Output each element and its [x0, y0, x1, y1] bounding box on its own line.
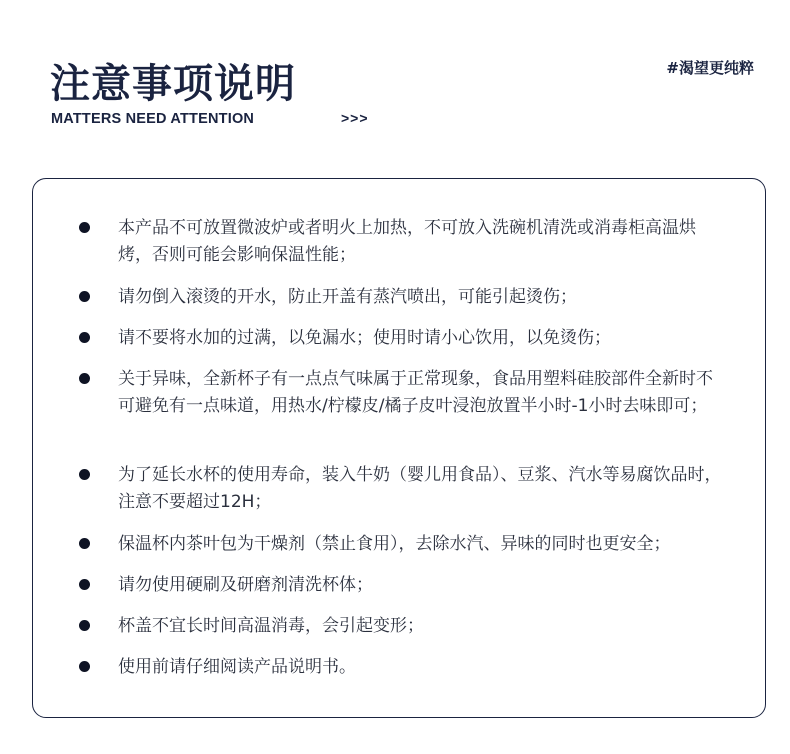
page-subtitle: MATTERS NEED ATTENTION — [51, 111, 255, 127]
bullet-icon — [79, 579, 90, 590]
bullet-icon — [79, 661, 90, 672]
bullet-icon — [79, 538, 90, 549]
arrows-decoration: >>> — [341, 110, 369, 126]
hashtag-label: #渴望更纯粹 — [666, 59, 754, 77]
page-title: 注意事项说明 — [50, 61, 296, 107]
bullet-icon — [79, 373, 90, 384]
bullet-icon — [79, 620, 90, 631]
list-item-text: 请勿使用硬刷及研磨剂清洗杯体； — [118, 575, 373, 595]
bullet-icon — [79, 291, 90, 302]
bullet-icon — [79, 469, 90, 480]
notes-box — [32, 178, 766, 718]
list-item-text: 本产品不可放置微波炉或者明火上加热，不可放入洗碗机清洗或消毒柜高温烘烤，否则可能会影响保温性能； — [118, 218, 696, 265]
list-item-text: 请不要将水加的过满，以免漏水；使用时请小心饮用，以免烫伤； — [118, 328, 611, 348]
bullet-icon — [79, 332, 90, 343]
list-item-text: 关于异味，全新杯子有一点点气味属于正常现象，食品用塑料硅胶部件全新时不可避免有一点味道，用热水/柠檬皮/橘子皮叶浸泡放置半小时-1小时去味即可； — [118, 369, 713, 416]
bullet-icon — [79, 222, 90, 233]
list-item-text: 为了延长水杯的使用寿命，装入牛奶（婴儿用食品）、豆浆、汽水等易腐饮品时，注意不要超过12H； — [118, 465, 722, 512]
list-item-text: 请勿倒入滚烫的开水，防止开盖有蒸汽喷出，可能引起烫伤； — [118, 287, 577, 307]
list-item-text: 杯盖不宜长时间高温消毒，会引起变形； — [118, 616, 424, 636]
list-item-text: 使用前请仔细阅读产品说明书。 — [118, 657, 356, 677]
list-item-text: 保温杯内茶叶包为干燥剂（禁止食用），去除水汽、异味的同时也更安全； — [118, 534, 671, 554]
